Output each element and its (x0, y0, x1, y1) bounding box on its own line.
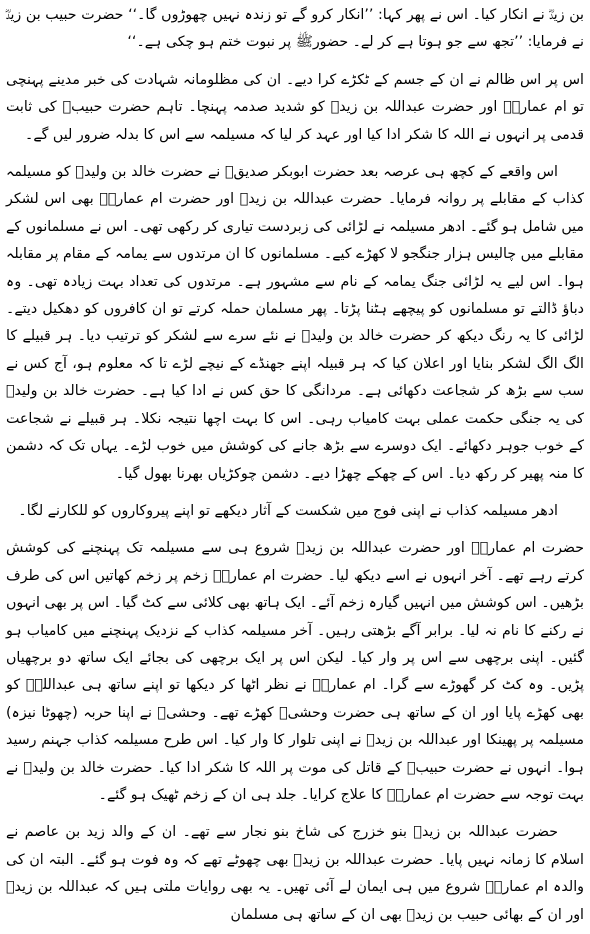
paragraph: اس واقعے کے کچھ ہی عرصہ بعد حضرت ابوبکر صدیقؓ نے حضرت خالد بن ولیدؓ کو مسیلمہ کذاب کے مقابلے پر روانہ فرمایا۔ حضرت عبداللہ بن زیدؓ اور حضرت ام عمارہؓ بھی اس لشکر میں شامل ہو گئے۔ ادھر مسیلمہ نے لڑائی کی زبردست تیاری کر رکھی تھی۔ اس نے مسلمانوں کے مقابلے میں چالیس ہزار جنگجو لا کھڑے کیے۔ مسلمانوں کا ان مرتدوں سے یمامہ کے مقام پر مقابلہ ہوا۔ اس لیے یہ لڑائی جنگ یمامہ کے نام سے مشہور ہے۔ مرتدوں کی تعداد بہت زیادہ تھی۔ وہ دباؤ ڈالتے تو مسلمانوں کو پیچھے ہٹنا پڑتا۔ پھر مسلمان حملہ کرتے تو ان کافروں کو دھکیل دیتے۔ لڑائی کا یہ رنگ دیکھ کر حضرت خالد بن ولیدؓ نے نئے سرے سے لشکر کو ترتیب دیا۔ ہر قبیلے کا الگ الگ لشکر بنایا اور اعلان کیا کہ ہر قبیلہ اپنے جھنڈے کے نیچے لڑے تا کہ معلوم ہو، آج کس نے سب سے بڑھ کر شجاعت دکھائی ہے۔ مردانگی کا حق کس نے ادا کیا ہے۔ حضرت خالد بن ولیدؓ کی یہ جنگی حکمت عملی بہت کامیاب رہی۔ اس کا بہت اچھا نتیجہ نکلا۔ ہر قبیلے نے شجاعت کے خوب جوہر دکھائے۔ ایک دوسرے سے بڑھ جانے کی کوشش میں خوب لڑے۔ یہاں تک کہ دشمن کا منہ پھیر کر رکھ دیا۔ اس کے چھکے چھڑا دیے۔ دشمن چوکڑیاں بھرنا بھول گیا۔ (6, 164, 584, 482)
paragraph: حضرت عبداللہ بن زیدؓ بنو خزرج کی شاخ بنو نجار سے تھے۔ ان کے والد زید بن عاصم نے اسلام کا زمانہ نہیں پایا۔ حضرت عبداللہ بن زیدؓ بھی چھوٹے تھے کہ وہ فوت ہو گئے۔ البتہ ان کی والدہ ام عمارہؓ شروع میں ہی ایمان لے آئی تھیں۔ یہ بھی روایات ملتی ہیں کہ عبداللہ بن زیدؓ اور ان کے بھائی حبیب بن زیدؓ بھی ان کے ساتھ ہی مسلمان (6, 824, 584, 923)
paragraph: اس پر اس ظالم نے ان کے جسم کے ٹکڑے کرا دیے۔ ان کی مظلومانہ شہادت کی خبر مدینے پہنچی تو ام عمارہؓ اور حضرت عبداللہ بن زیدؓ کو شدید صدمہ پہنچا۔ تاہم حضرت حبیبؓ کی ثابت قدمی پر انہوں نے اللہ کا شکر ادا کیا اور عہد کر لیا کہ مسیلمہ سے اس کا بدلہ ضرور لیں گے۔ (6, 71, 584, 143)
paragraph: بن زیدؓ نے انکار کیا۔ اس نے پھر کہا: ’’انکار کرو گے تو زندہ نہیں چھوڑوں گا۔‘‘ حضرت حبیب بن زیدؓ نے فرمایا: ’’تجھ سے جو ہوتا ہے کر لے۔ حضورﷺ پر نبوت ختم ہو چکی ہے۔‘‘ (6, 7, 584, 51)
paragraph: ادھر مسیلمہ کذاب نے اپنی فوج میں شکست کے آثار دیکھے تو اپنے پیروکاروں کو للکارنے لگا۔ (18, 502, 558, 519)
paragraph: حضرت ام عمارہؓ اور حضرت عبداللہ بن زیدؓ شروع ہی سے مسیلمہ تک پہنچنے کی کوشش کرتے رہے تھے۔ آخر انہوں نے اسے دیکھ لیا۔ حضرت ام عمارہؓ زخم پر زخم کھاتیں اس کی طرف بڑھیں۔ اس کوشش میں انہیں گیارہ زخم آئے۔ ایک ہاتھ بھی کلائی سے کٹ گیا۔ اس پر بھی انہوں نے رکنے کا نام نہ لیا۔ برابر آگے بڑھتی رہیں۔ آخر مسیلمہ کذاب کے نزدیک پہنچنے میں کامیاب ہو گئیں۔ اپنی برچھی سے اس پر وار کیا۔ لیکن اس پر ایک برچھی کی بجائے ایک ساتھ دو برچھیاں پڑیں۔ وہ کٹ کر گھوڑے سے گرا۔ ام عمارہؓ نے نظر اٹھا کر دیکھا تو اپنے ساتھ ہی عبداللہؓ کو بھی کھڑے پایا اور ان کے ساتھ ہی حضرت وحشیؓ کھڑے تھے۔ وحشیؓ نے اپنا حربہ (چھوٹا نیزہ) مسیلمہ پر پھینکا اور عبداللہ بن زیدؓ نے اپنی تلوار کا وار کیا۔ اس طرح مسیلمہ کذاب جہنم رسید ہوا۔ انہوں نے حضرت حبیبؓ کے قاتل کی موت پر اللہ کا شکر ادا کیا۔ حضرت خالد بن ولیدؓ نے بہت توجہ سے حضرت ام عمارہؓ کا علاج کرایا۔ جلد ہی ان کے زخم ٹھیک ہو گئے۔ (6, 540, 584, 803)
book-page (6, 2, 584, 932)
